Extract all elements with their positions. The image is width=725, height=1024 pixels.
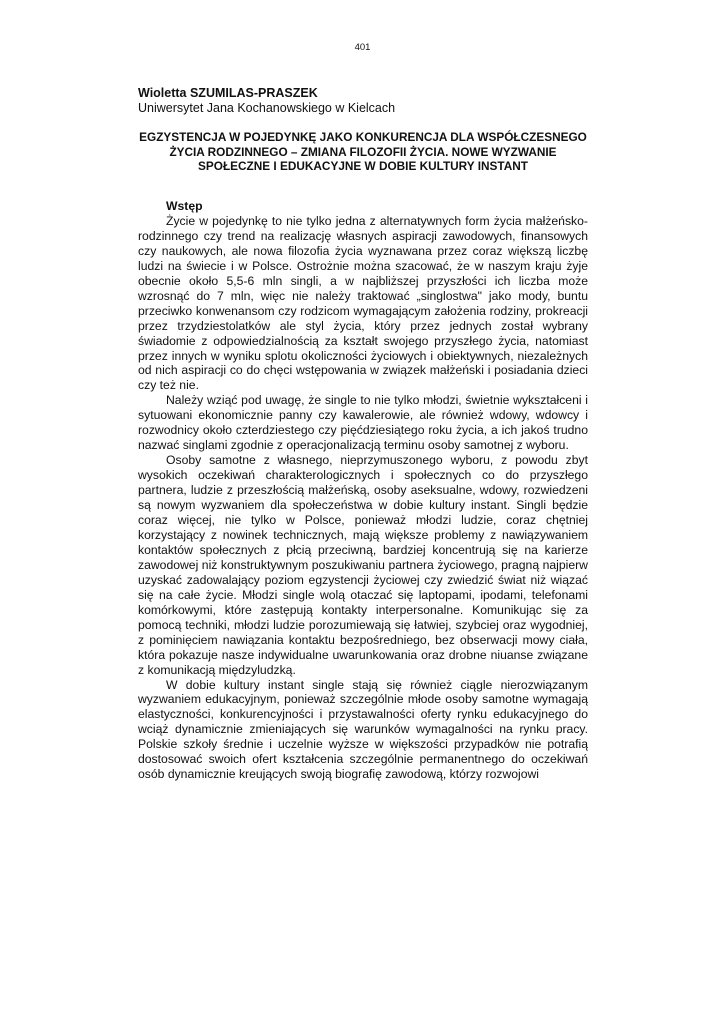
article-body xyxy=(138,199,588,782)
page-number: 401 xyxy=(354,42,371,53)
paragraph: W dobie kultury instant single stają się również ciągle nierozwiązanym wyzwaniem edukacyjnym, ponieważ szczególnie młode osoby samotne wymagają elastyczności, konkurencyjności i przystawalności oferty rynku edukacyjnego do wciąż dynamicznie zmieniających się warunków wymagalności na rynku pracy. Polskie szkoły średnie i uczelnie wyższe w większości przypadków nie potrafią dostosować swoich ofert kształcenia szczególnie permanentnego do oczekiwań osób dynamicznie kreujących swoją biografię zawodową, którzy rozwojowi xyxy=(138,677,588,782)
paragraph: Życie w pojedynkę to nie tylko jedna z alternatywnych form życia małżeńsko-rodzinnego czy trend na realizację własnych aspiracji zawodowych, finansowych czy naukowych, ale nowa filozofia życia wyznawana przez coraz większą liczbę ludzi na świecie i w Polsce. Ostrożnie można szacować, że w naszym kraju żyje obecnie około 5,5-6 mln singli, a w najbliższej przyszłości ich liczba może wzrosnąć do 7 mln, więc nie należy traktować „singlostwa" jako mody, buntu przeciwko konwenansom czy rodzicom wymagającym założenia rodziny, prokreacji przez trzydziestolatków ale styl życia, który przez jednych został wybrany świadomie z odpowiedzialnością za kształt swojego przyszłego życia, natomiast przez innych w wyniku splotu okoliczności życiowych i obiektywnych, niezależnych od nich aspiracji co do chęci wstępowania w związek małżeński i posiadania dzieci czy też nie. xyxy=(138,213,588,393)
author-name: Wioletta SZUMILAS-PRASZEK xyxy=(138,86,318,100)
paragraph: Należy wziąć pod uwagę, że single to nie tylko młodzi, świetnie wykształceni i sytuowani ekonomicznie panny czy kawalerowie, ale również wdowy, wdowcy i rozwodnicy około czterdziestego czy pięćdziesiątego roku życia, a ich jakoś trudno nazwać singlami zgodnie z operacjonalizacją terminu osoby samotnej z wyboru. xyxy=(138,393,588,453)
paragraph: Osoby samotne z własnego, nieprzymuszonego wyboru, z powodu zbyt wysokich oczekiwań charakterologicznych i społecznych co do przyszłego partnera, ludzie z przeszłością małżeńską, osoby aseksualne, wdowy, rozwiedzeni są nowym wyzwaniem dla społeczeństwa w dobie kultury instant. Singli będzie coraz więcej, nie tylko w Polsce, ponieważ młodzi ludzie, coraz chętniej korzystający z nowinek technicznych, mają większe problemy z nawiązywaniem kontaktów społecznych z płcią przeciwną, bardziej koncentrują się na karierze zawodowej niż konstruktywnym poszukiwaniu partnera życiowego, pragną najpierw uzyskać zadowalający poziom egzystencji życiowej czy zwiedzić świat niż wiązać się na całe życie. Młodzi single wolą otaczać się laptopami, ipodami, telefonami komórkowymi, które zastępują kontakty interpersonalne. Komunikując się za pomocą techniki, młodzi ludzie porozumiewają się łatwiej, szybciej oraz wygodniej, z pominięciem nawiązania kontaktu bezpośredniego, bez obserwacji mowy ciała, która pokazuje nasze indywidualne uwarunkowania oraz drobne niuanse związane z komunikacją międzyludzką. xyxy=(138,453,588,677)
author-block xyxy=(138,86,588,116)
section-heading: Wstęp xyxy=(166,199,203,213)
article-title: EGZYSTENCJA W POJEDYNKĘ JAKO KONKURENCJA DLA WSPÓŁCZESNEGO ŻYCIA RODZINNEGO – ZMIANA FILOZOFII ŻYCIA. NOWE WYZWANIE SPOŁECZNE I EDUKACYJNE W DOBIE KULTURY INSTANT xyxy=(139,130,587,174)
author-affiliation: Uniwersytet Jana Kochanowskiego w Kielcach xyxy=(138,101,396,115)
